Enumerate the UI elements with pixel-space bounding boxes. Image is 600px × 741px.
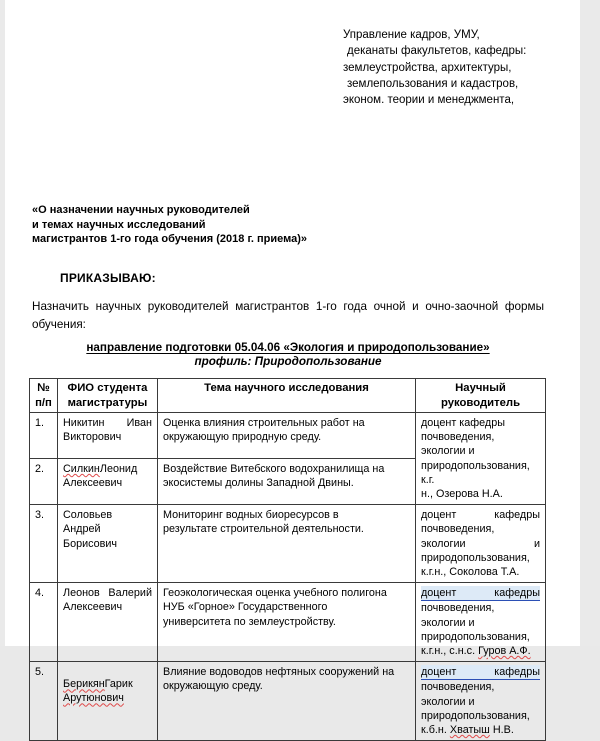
student-name-line-1 — [63, 677, 152, 691]
direction-heading-line-2: профиль: Природопользование — [194, 355, 382, 368]
row-number: 1. — [30, 413, 58, 459]
subject-line-1: «О назначении научных руководителей — [32, 204, 250, 216]
student-name-line-2: Алексеевич — [63, 601, 123, 614]
student-name-cell — [58, 413, 158, 459]
supervisor-line-4: к.г.н., Соколова Т.А. — [421, 566, 520, 579]
body-paragraph-line-2: обучения: — [32, 318, 86, 331]
research-topic-line-2: окружающую природную среду. — [163, 431, 322, 444]
student-name-cell — [58, 583, 158, 662]
research-topic-cell — [158, 413, 416, 459]
column-header-student-name-line-1: ФИО студента — [67, 382, 148, 394]
research-topic-cell — [158, 662, 416, 741]
supervisor-line-1-highlighted: доцент кафедры — [421, 665, 540, 680]
student-name-line-2: Викторович — [63, 431, 122, 444]
research-topic-cell — [158, 505, 416, 583]
supervisor-line-3: природопользования, — [421, 709, 530, 722]
spellcheck-word: Гуров А.Ф. — [478, 645, 531, 658]
research-topic-line-1: Влияние водоводов нефтяных сооружений на — [163, 666, 395, 679]
addressee-line-1: Управление кадров, УМУ, — [343, 29, 480, 41]
direction-heading-line-1: направление подготовки 05.04.06 «Экология и природопользование» — [86, 341, 490, 354]
spellcheck-word: Хватыш — [449, 724, 490, 737]
direction-heading — [32, 341, 544, 368]
supervisor-initials: Н.В. — [489, 724, 514, 737]
document-page — [5, 0, 580, 737]
column-header-supervisor-line-1: Научный — [455, 382, 506, 394]
student-name-line-2: Алексеевич — [63, 477, 123, 490]
student-name-line-1: Соловьев — [63, 509, 113, 522]
page-right-gutter — [580, 0, 600, 646]
supervisor-cell — [416, 583, 546, 662]
supervisor-line-4 — [421, 644, 540, 658]
student-name-cell — [58, 459, 158, 505]
addressee-line-2: деканаты факультетов, кафедры: — [347, 45, 527, 58]
row-number: 5. — [30, 662, 58, 741]
table-row — [30, 413, 546, 459]
addressee-block — [343, 27, 573, 108]
spellcheck-word: Арутюнович — [63, 692, 124, 705]
column-header-supervisor-line-2: руководитель — [440, 396, 521, 409]
table-row — [30, 505, 546, 583]
research-topic-cell — [158, 583, 416, 662]
column-header-number-line-1: № — [37, 382, 50, 394]
table-row — [30, 662, 546, 741]
supervisor-line-2: почвоведения, экологии и — [421, 681, 495, 708]
addressee-line-3: землеустройства, архитектуры, — [343, 61, 512, 74]
supervisor-cell — [416, 662, 546, 741]
addressee-line-4: землепользования и кадастров, — [347, 77, 519, 90]
subject-block — [32, 203, 362, 247]
student-name-cell — [58, 505, 158, 583]
row-number: 2. — [30, 459, 58, 505]
student-name-cell — [58, 662, 158, 741]
table-row — [30, 583, 546, 662]
supervisor-line-2: почвоведения, экологии и — [421, 431, 495, 458]
supervisors-table — [29, 378, 546, 741]
addressee-line-5: эконом. теории и менеджмента, — [343, 94, 515, 107]
supervisor-line-3: природопользования, — [421, 630, 530, 643]
table-header-row — [30, 379, 546, 413]
supervisor-line-3: природопользования, к.г. — [421, 459, 530, 486]
spellcheck-word: Берикян — [63, 678, 105, 691]
research-topic-line-3: университета по землеустройству. — [163, 615, 336, 628]
supervisor-line-2: почвоведения, экологии и — [421, 523, 540, 550]
supervisor-cell — [416, 413, 546, 505]
supervisor-cell — [416, 505, 546, 583]
supervisor-degree: к.б.н. — [421, 724, 450, 737]
research-topic-line-2: экосистемы долины Западной Двины. — [163, 477, 354, 490]
supervisor-line-1: доцент кафедры — [421, 509, 540, 522]
research-topic-line-1: Геоэкологическая оценка учебного полигона — [163, 587, 387, 600]
student-name-spacer — [63, 665, 152, 677]
supervisor-line-3: природопользования, — [421, 551, 530, 564]
body-paragraph — [32, 298, 544, 334]
column-header-student-name-line-2: магистратуры — [67, 396, 148, 409]
column-header-supervisor — [416, 379, 546, 413]
student-name-part-2: Леонид — [99, 463, 138, 476]
order-keyword: ПРИКАЗЫВАЮ: — [60, 271, 156, 285]
student-name-line-2: Андрей — [63, 523, 101, 536]
column-header-research-topic — [158, 379, 416, 413]
student-name-part-2: Гарик — [104, 678, 133, 691]
subject-line-3: магистрантов 1-го года обучения (2018 г. приема)» — [32, 233, 308, 245]
student-name-line-1: Никитин Иван — [63, 417, 152, 429]
supervisor-line-4: н., Озерова Н.А. — [421, 488, 503, 501]
supervisor-line-2: почвоведения, экологии и — [421, 602, 495, 629]
spellcheck-word: Силкин — [63, 463, 100, 476]
supervisor-line-1-highlighted: доцент кафедры — [421, 586, 540, 601]
body-paragraph-line-1: Назначить научных руководителей магистрантов 1-го года очной и очно-заочной формы — [32, 300, 544, 313]
column-header-student-name — [58, 379, 158, 413]
column-header-number — [30, 379, 58, 413]
research-topic-line-1: Оценка влияния строительных работ на — [163, 417, 365, 429]
subject-line-2: и темах научных исследований — [32, 218, 206, 231]
research-topic-line-2: НУБ «Горное» Государственного — [163, 601, 328, 614]
supervisor-line-1: доцент кафедры — [421, 417, 505, 429]
research-topic-line-2: окружающую среду. — [163, 680, 263, 693]
student-name-line-2 — [63, 691, 152, 705]
research-topic-line-1: Мониторинг водных биоресурсов в — [163, 509, 339, 522]
research-topic-line-1: Воздействие Витебского водохранилища на — [163, 463, 385, 476]
supervisor-degree: к.г.н., с.н.с. — [421, 645, 479, 658]
column-header-number-line-2: п/п — [35, 396, 52, 409]
row-number: 3. — [30, 505, 58, 583]
supervisor-line-4 — [421, 723, 540, 737]
student-name-line-1 — [63, 462, 152, 476]
student-name-line-1: Леонов Валерий — [63, 587, 152, 600]
student-name-line-3: Борисович — [63, 537, 118, 550]
column-header-research-topic-line-1: Тема научного исследования — [204, 382, 369, 394]
row-number: 4. — [30, 583, 58, 662]
research-topic-line-2: результате строительной деятельности. — [163, 523, 364, 536]
research-topic-cell — [158, 459, 416, 505]
